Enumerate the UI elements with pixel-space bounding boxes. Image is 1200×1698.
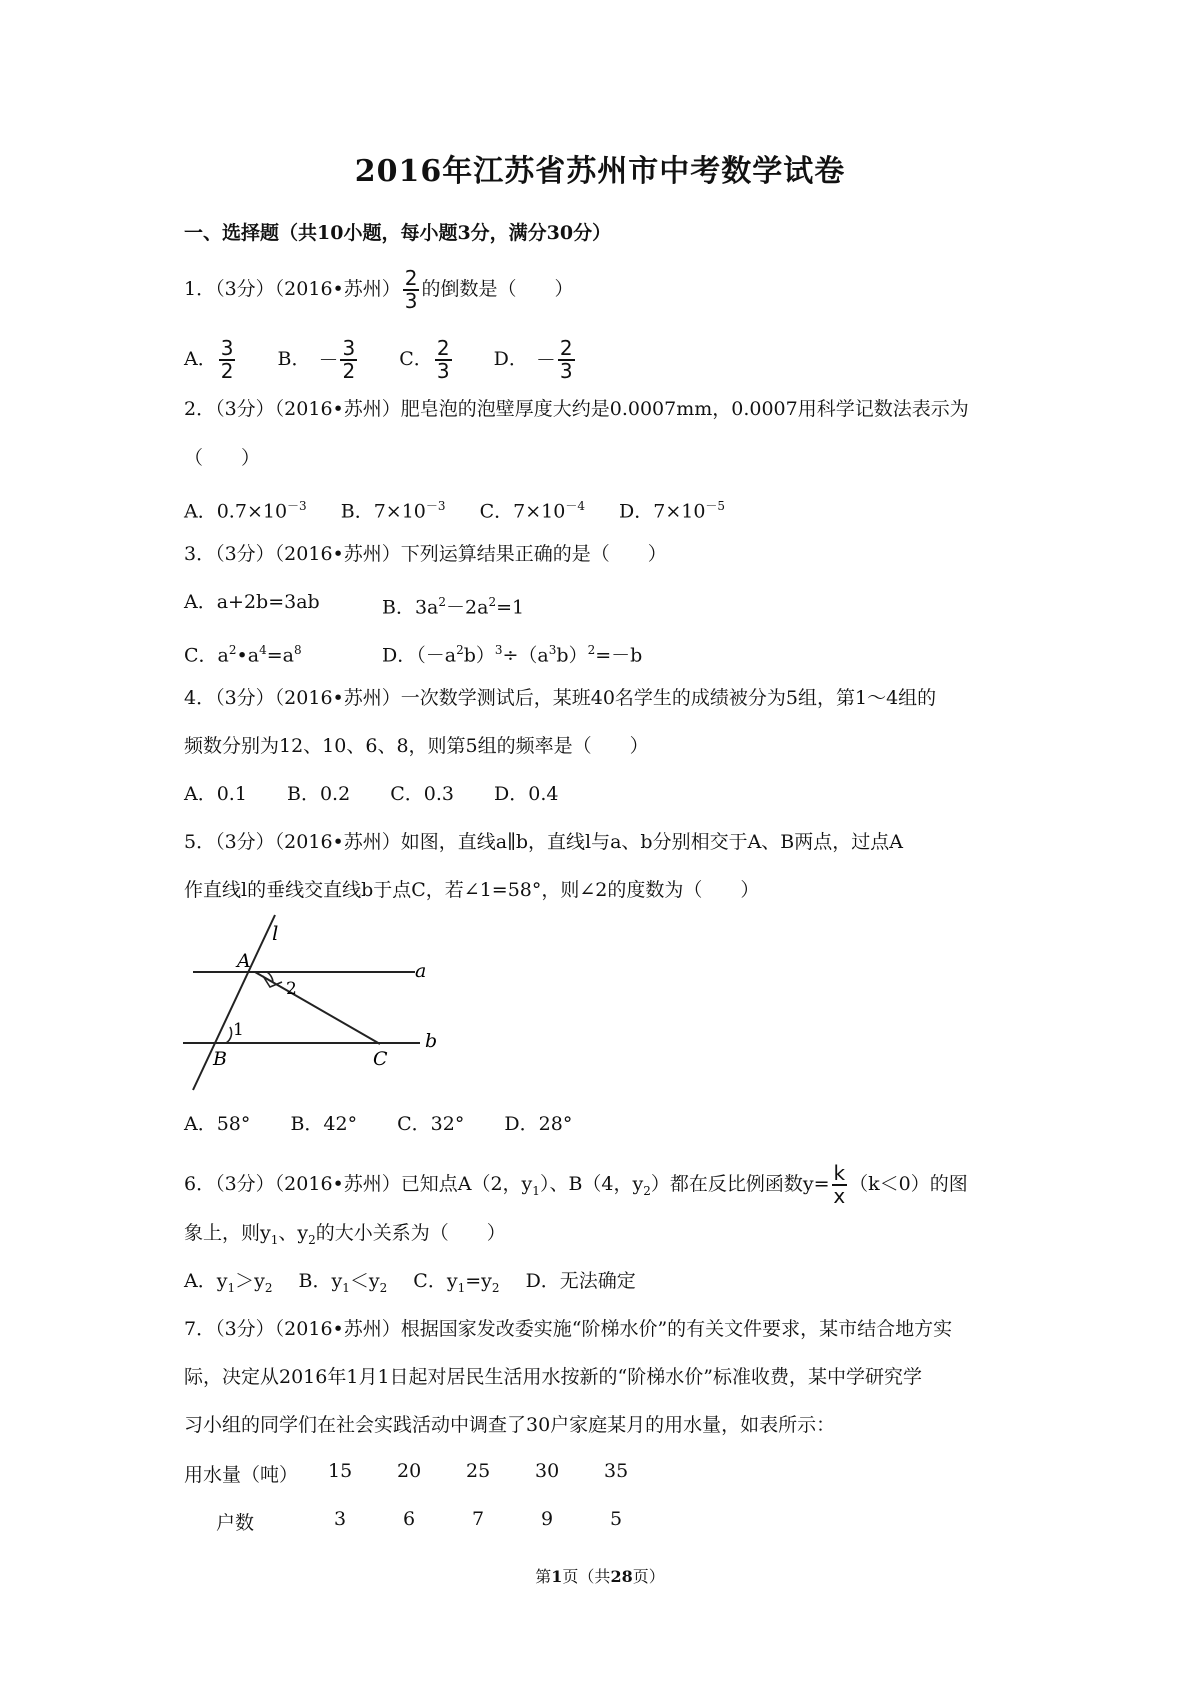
q2-option-a: A．$0.7\times 10^{-3}$ xyxy=(184,499,307,523)
table-cell: 35 xyxy=(604,1460,629,1482)
q4-options xyxy=(184,781,559,807)
q1-prefix: 1．（3分）（2016•苏州） xyxy=(184,278,401,300)
q5-options xyxy=(184,1111,572,1137)
q6-option-a: A．$y_1>y_2$ xyxy=(184,1270,273,1295)
q3-option-a: A．a+2b=3ab xyxy=(184,591,320,613)
question-1 xyxy=(184,268,574,312)
q3-option-d: D．$(-a^2b)^3\div(a^3b)^2=-b$ xyxy=(382,643,643,667)
question-4: 4．（3分）（2016•苏州）一次数学测试后，某班40名学生的成绩被分为5组，第1～4组的 xyxy=(184,687,937,709)
question-7: 7．（3分）（2016•苏州）根据国家发改委实施“阶梯水价”的有关文件要求，某市结合地方实 xyxy=(184,1318,953,1340)
q1-suffix: 的倒数是（ ） xyxy=(421,278,574,300)
q1-options xyxy=(184,338,577,382)
q1-fraction: $\frac{2}{3}$ xyxy=(404,266,418,313)
q4-line2: 频数分别为12、10、6、8，则第5组的频率是（ ） xyxy=(184,735,649,757)
question-3: 3．（3分）（2016•苏州）下列运算结果正确的是（ ） xyxy=(184,543,667,565)
q4-option-c: C．0.3 xyxy=(390,783,454,805)
question-5: 5．（3分）（2016•苏州）如图，直线a∥b，直线l与a、b分别相交于A、B两点，过点A xyxy=(184,831,903,853)
q2-option-d: D．$7\times 10^{-5}$ xyxy=(619,499,726,523)
q6-option-b: B．$y_1<y_2$ xyxy=(298,1270,388,1295)
table-cell: 7 xyxy=(472,1508,485,1530)
q3-option-c: C．$a^2•a^4=a^8$ xyxy=(184,643,302,667)
label-1: 1 xyxy=(233,1020,244,1040)
table-cell: 15 xyxy=(328,1460,353,1482)
page-title: 2016年江苏省苏州市中考数学试卷 xyxy=(354,154,846,189)
label-A: A xyxy=(237,950,251,972)
page-footer: 第1页（共28页） xyxy=(535,1567,665,1586)
q6-fraction: $\frac{k}{x}$ xyxy=(833,1161,846,1208)
table-cell: 25 xyxy=(466,1460,491,1482)
q1-option-a: A． $\frac{3}{2}$ xyxy=(184,336,234,383)
q2-option-c: C．$7\times 10^{-4}$ xyxy=(479,499,585,523)
q6-options xyxy=(184,1268,636,1301)
label-B: B xyxy=(213,1048,227,1070)
q6-option-d: D．无法确定 xyxy=(525,1270,636,1292)
q2-option-b: B．$7\times 10^{-3}$ xyxy=(340,499,446,523)
q2-options xyxy=(184,493,725,524)
q5-option-b: B．42° xyxy=(290,1113,358,1135)
label-b: b xyxy=(425,1030,438,1052)
label-C: C xyxy=(373,1048,388,1070)
table-cell: 5 xyxy=(610,1508,623,1530)
label-2: 2 xyxy=(286,979,297,999)
q4-option-b: B．0.2 xyxy=(287,783,351,805)
q5-line2: 作直线l的垂线交直线b于点C，若∠1=58°，则∠2的度数为（ ） xyxy=(184,879,760,901)
q4-option-d: D．0.4 xyxy=(494,783,559,805)
line-l xyxy=(193,915,275,1090)
q1-option-b: B． － $\frac{3}{2}$ xyxy=(277,336,356,383)
table-row-label: 户数 xyxy=(216,1512,255,1534)
q4-option-a: A．0.1 xyxy=(184,783,247,805)
section-heading: 一、选择题（共10小题，每小题3分，满分30分） xyxy=(184,222,612,244)
q5-geometry-figure xyxy=(175,910,445,1095)
question-2: 2．（3分）（2016•苏州）肥皂泡的泡壁厚度大约是0.0007mm，0.0007用科学记数法表示为 xyxy=(184,398,969,420)
q7-line2: 际，决定从2016年1月1日起对居民生活用水按新的“阶梯水价”标准收费，某中学研究学 xyxy=(184,1366,922,1388)
table-cell: 6 xyxy=(403,1508,416,1530)
q6-line2: 象上，则$y_1$、$y_2$的大小关系为（ ） xyxy=(184,1222,506,1247)
q7-line3: 习小组的同学们在社会实践活动中调查了30户家庭某月的用水量，如表所示： xyxy=(184,1414,836,1436)
table-cell: 9 xyxy=(541,1508,554,1530)
question-6: 6．（3分）（2016•苏州）已知点A（2，$y_1$）、B（4，$y_2$）都在反比例函数y= $\frac{k}{x}$ （k＜0）的图 xyxy=(184,1161,968,1208)
q1-option-c: C． $\frac{2}{3}$ xyxy=(399,336,450,383)
q6-option-c: C．$y_1=y_2$ xyxy=(413,1270,500,1295)
angle-1-arc xyxy=(226,1027,232,1043)
table-row-label: 用水量（吨） xyxy=(184,1464,299,1486)
q3-option-b: B．$3a^2-2a^2=1$ xyxy=(382,595,525,619)
table-cell: 20 xyxy=(397,1460,422,1482)
label-a: a xyxy=(415,960,427,982)
q2-line2: （ ） xyxy=(184,447,261,469)
q5-option-c: C．32° xyxy=(397,1113,465,1135)
q5-option-a: A．58° xyxy=(184,1113,251,1135)
q1-option-d: D． － $\frac{2}{3}$ xyxy=(493,336,573,383)
table-cell: 30 xyxy=(535,1460,560,1482)
table-cell: 3 xyxy=(334,1508,347,1530)
q5-option-d: D．28° xyxy=(504,1113,573,1135)
label-l: l xyxy=(272,921,279,945)
segment-ac xyxy=(255,972,380,1044)
